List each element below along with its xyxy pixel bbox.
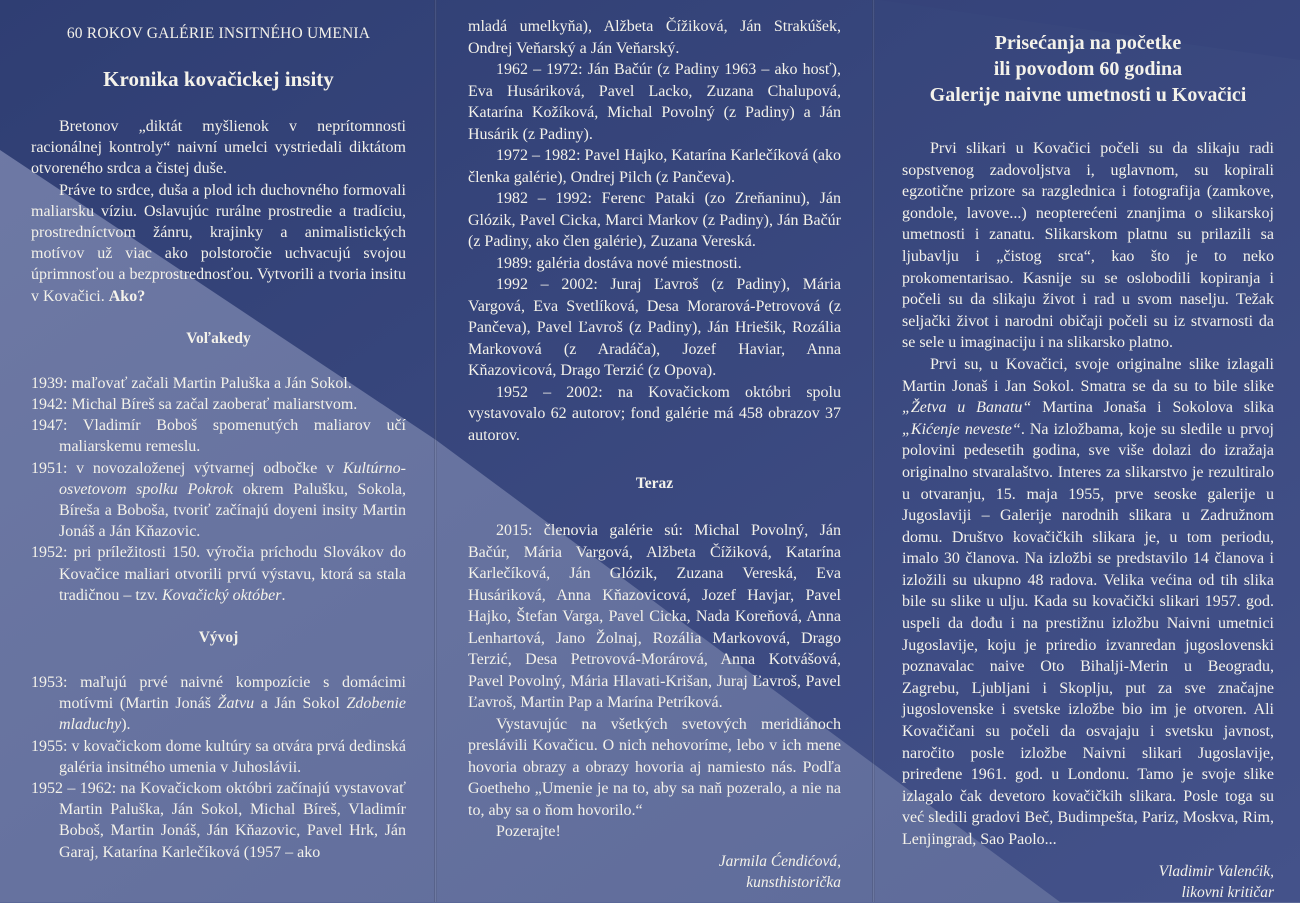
- entry-1972-1982: 1972 – 1982: Pavel Hajko, Katarína Karlečíková (ako členka galérie), Ondrej Pilch (z Pančeva).: [468, 147, 841, 186]
- entry-continuation: mladá umelkyňa), Alžbeta Čížiková, Ján Strakúšek, Ondrej Veňarský a Ján Veňarský.: [468, 18, 841, 57]
- right-p2-work-2: „Kićenje neveste“: [902, 420, 1021, 438]
- panel-middle: [436, 0, 874, 902]
- panel-left: [0, 0, 436, 902]
- entry-1951-text-a: 1951: v novozaloženej výtvarnej odbočke v: [31, 459, 335, 477]
- entry-1952-event: Kovačický október: [161, 586, 282, 604]
- right-paragraph-1: Prvi slikari u Kovačici počeli su da slikaju radi sopstvenog zadovoljstva i, uglavnom, su kopirali egzotične prizore sa razglednica i fotografija (zamkove, gondole, lavove...) neopterećeni znanjima o slikarskoj umetnosti i zanatu. Slikarskom platnu su prilazili sa ljubavlju i „čistog srca“, kao što je to neko prokomentarisao. Kasnije su se oslobodili kopiranja i počeli su da slikaju život i rad u svom naselju. Težak seljački život i narodni običaji počeli su iz stvarnosti da se sele u imaginaciju i na slikarsko platno.: [902, 140, 1274, 352]
- page-title: Kronika kovačickej insity: [103, 67, 334, 91]
- right-paragraph-2: [902, 354, 1274, 851]
- entry-1953: [31, 672, 406, 736]
- intro-text: Práve to srdce, duša a plod ich duchovného formovali maliarsku víziu. Oslavujúc rurálne prostredie a tradíciu, prostredníctvom žánru, krajinky a animalistických motívov už viac ako polstoročie uchvacujú svojou úprimnosťou a bezprostrednosťou. Vytvorili a tvoria insitu v Kovačici.: [31, 181, 406, 305]
- entry-1952: [31, 542, 406, 606]
- intro-question: Ako?: [108, 287, 146, 305]
- entry-1953-work-1: Žatvu: [217, 695, 255, 713]
- signature-middle-name: Jarmila Ćendićová,: [718, 852, 841, 870]
- right-p2-text-c: . Na izložbama, koje su sledile u prvoj polovini pedesetih godina, sve više dolazi do izražaja originalno stvaralaštvo. Interes za slikarstvo je rezultiralo u otvaranju, 15. maja 1955, prve seoske galerije u Jugoslaviji – Galerije narodnih slikara u Zadružnom domu. Društvo kovačičkih slikara je, u tom periodu, imalo 30 članova. Na izložbi se predstavilo 14 članova i izložili su ukupno 48 radova. Velika većina od tih slika bile su slike u ulju. Kada su kovačički slikari 1957. god. uspeli da dođu i na prestižnu izložbu Naivni umetnici Jugoslavije, koju je priredio izvanredan jugoslovenski poznavalac naive Oto Bihalji-Merin u Beogradu, Zagrebu, Ljubljani i Skoplju, put za sve značajne jugoslovenske i svetske izložbe bio im je otvoren. Ali Kovačičani su počeli da osvajaju i svetsku javnost, naročito posle izložbe Naivni slikari Jugoslavije, priređene 1961. god. u Londonu. Tamo je svoje slike izlagalo čak devetoro kovačičkih slikara. Posle toga su već sledili gradovi Beč, Budimpešta, Pariz, Moskva, Rim, Lenjingrad, Sao Paolo...: [902, 420, 1274, 848]
- fold-line-2: [872, 0, 875, 902]
- right-title-line-2: ili povodom 60 godina: [993, 58, 1183, 80]
- section-heading-volakedy: Voľakedy: [186, 329, 251, 347]
- intro-paragraph-2: [31, 180, 406, 307]
- right-title-line-3: Galerije naivne umetnosti u Kovačici: [929, 84, 1247, 106]
- intro-paragraph-1: Bretonov „diktát myšlienok v neprítomnosti racionálnej kontroly“ naivní umelci vystriedali diktátom otvoreného srdca a čistej duše.: [31, 118, 406, 178]
- section-heading-vyvoj: Vývoj: [198, 629, 239, 647]
- entry-1952-1962: 1952 – 1962: na Kovačickom októbri začínajú vystavovať Martin Paluška, Ján Sokol, Michal Bíreš, Vladimír Boboš, Martin Jonáš, Ján Kňazovic, Pavel Hrk, Ján Garaj, Katarína Karlečíková (1957 – ako: [31, 780, 406, 861]
- entry-1947: 1947: Vladimír Boboš spomenutých maliarov učí maliarskemu remeslu.: [31, 417, 406, 456]
- signature-middle-role: kunsthistorička: [746, 873, 841, 891]
- entry-1939: 1939: maľovať začali Martin Paluška a Ján Sokol.: [31, 374, 352, 392]
- fold-line-1: [434, 0, 437, 902]
- entry-1953-text-b: a Ján Sokol: [260, 695, 340, 713]
- entry-1955: 1955: v kovačickom dome kultúry sa otvára prvá dedinská galéria insitného umenia v Juhoslávii.: [31, 737, 407, 776]
- signature-right: [902, 861, 1274, 903]
- signature-middle: [468, 851, 841, 893]
- panel-right: [874, 0, 1300, 902]
- entry-1952-text: 1952: pri príležitosti 150. výročia príchodu Slovákov do Kovačice maliari otvorili prvú výstavu, ktorá sa stala tradičnou – tzv.: [31, 544, 406, 604]
- closing-exclamation: Pozerajte!: [496, 823, 561, 840]
- entry-1951-text-b: okrem Palušku, Sokola, Bíreša a Boboša, tvoriť začínajú doyeni insity Martin Jonáš a Ján Kňazovic.: [59, 480, 407, 541]
- entry-2015: 2015: členovia galérie sú: Michal Povolný, Ján Bačúr, Mária Vargová, Alžbeta Čížiková, Katarína Karlečíková, Ján Glózik, Zuzana Vereská, Eva Husáriková, Anna Kňazovicová, Jozef Havjar, Pavel Hajko, Štefan Varga, Pavel Cicka, Nada Koreňová, Anna Lenhartová, Jano Žolnaj, Rozália Markovová, Drago Terzić, Desa Petrovová-Morárová, Anna Kotvášová, Pavel Povolný, Mária Hlavati-Krišan, Juraj Ľavroš, Pavel Ľavroš, Martin Pap a Marína Petríková.: [468, 522, 841, 711]
- entry-1952-end: .: [281, 586, 286, 604]
- entry-1953-end: ).: [121, 716, 131, 734]
- right-p2-text-b: Martina Jonaša i Sokolova slika: [1042, 399, 1274, 417]
- right-p2-text-a: Prvi su, u Kovačici, svoje originalne slike izlagali Martin Jonaš i Jan Sokol. Smatra se da su to bile slike: [902, 355, 1274, 395]
- entry-1951: [31, 458, 406, 543]
- entry-1942: 1942: Michal Bíreš sa začal zaoberať maliarstvom.: [31, 396, 358, 414]
- right-title: [902, 30, 1274, 108]
- entry-1992-2002: 1992 – 2002: Juraj Ľavroš (z Padiny), Mária Vargová, Eva Svetlíková, Desa Morarová-Petrovová (z Pančeva), Pavel Ľavroš (z Padiny), Ján Hriešik, Rozália Markovová (z Aradáča), Jozef Haviar, Anna Kňazovicová, Drago Terzić (z Opova).: [468, 276, 841, 379]
- entry-1952-2002: 1952 – 2002: na Kovačickom októbri spolu vystavovalo 62 autorov; fond galérie má 458 obrazov 37 autorov.: [468, 383, 841, 444]
- entry-1982-1992: 1982 – 1992: Ferenc Pataki (zo Zreňaninu), Ján Glózik, Pavel Cicka, Marci Markov (z Padiny), Ján Bačúr (z Padiny, ako člen galérie), Zuzana Vereská.: [468, 190, 841, 250]
- entry-1989: 1989: galéria dostáva nové miestnosti.: [496, 254, 742, 272]
- right-title-line-1: Prisećanja na početke: [994, 32, 1182, 54]
- entry-1951-org: Kultúrno-osvetovom spolku Pokrok: [59, 459, 406, 498]
- signature-right-role: likovni kritičar: [1181, 883, 1274, 901]
- right-p2-work-1: „Žetva u Banatu“: [902, 399, 1032, 417]
- entry-1953-work-2: Zdobenie mladuchy: [59, 695, 407, 734]
- closing-paragraph: Vystavujúc na všetkých svetových meridiánoch preslávili Kovačicu. O nich nehovoríme, lebo v ich mene hovoria obrazy a obrazy hovoria aj namiesto nás. Podľa Goetheho „Umenie je na to, aby sa naň pozeralo, a nie na to, aby sa o ňom hovorilo.“: [468, 715, 841, 819]
- entry-1953-text-a: 1953: maľujú prvé naivné kompozície s domácimi motívmi (Martin Jonáš: [31, 674, 406, 713]
- signature-right-name: Vladimir Valenćik,: [1158, 862, 1274, 880]
- entry-1962-1972: 1962 – 1972: Ján Bačúr (z Padiny 1963 – ako hosť), Eva Husáriková, Pavel Lacko, Zuzana Chalupová, Katarína Kožíková, Michal Povolný (z Padiny) a Ján Husárik (z Padiny).: [468, 61, 841, 143]
- section-heading-teraz: Teraz: [635, 475, 674, 492]
- brochure-header: 60 ROKOV GALÉRIE INSITNÉHO UMENIA: [66, 25, 371, 42]
